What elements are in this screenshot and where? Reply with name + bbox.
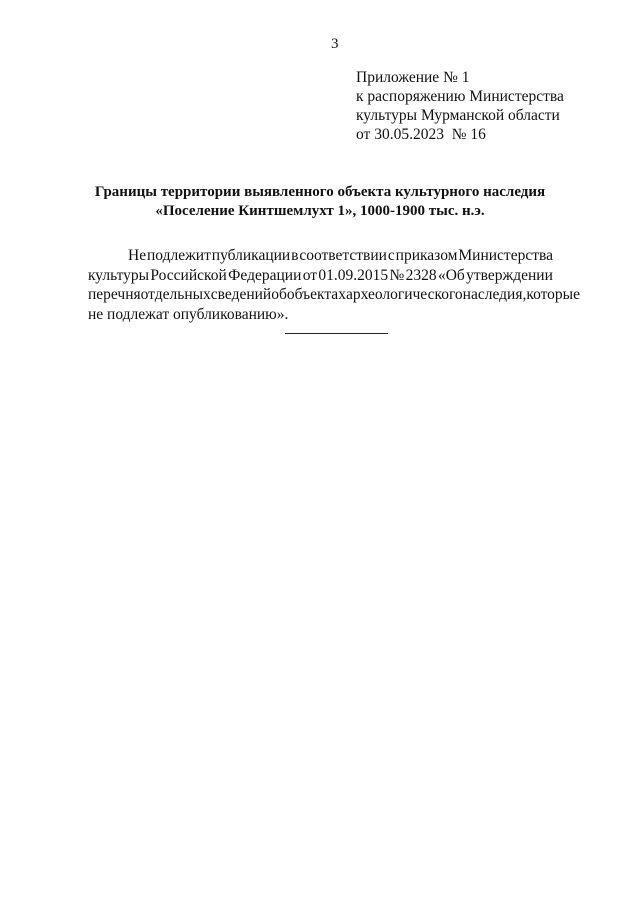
word: объектах — [286, 286, 346, 303]
document-title — [60, 183, 580, 221]
word: 01.09.2015 — [318, 266, 389, 284]
word: Российской — [150, 266, 227, 284]
word: «Об — [437, 266, 465, 284]
body-line: не подлежат опубликованию». — [88, 305, 289, 323]
appendix-line: Приложение № 1 — [356, 69, 470, 86]
word: Федерации — [228, 266, 302, 284]
word: об — [271, 286, 287, 303]
separator-line — [285, 333, 388, 334]
word: отдельных — [140, 286, 211, 303]
body-paragraph — [88, 246, 580, 324]
body-line — [88, 246, 553, 266]
word: приказом — [395, 247, 458, 264]
body-line — [88, 266, 553, 286]
word: подлежит — [146, 247, 211, 264]
title-line: «Поселение Кинтшемлухт 1», 1000-1900 тыс. н.э. — [155, 203, 485, 219]
word: 2328 — [405, 266, 437, 284]
body-line — [88, 285, 580, 305]
appendix-line: культуры Мурманской области — [356, 107, 560, 124]
word: от — [302, 266, 318, 284]
word: наследия, — [462, 286, 527, 303]
word: археологического — [345, 286, 463, 303]
word: которые — [526, 286, 580, 303]
word: утверждении — [466, 266, 553, 284]
word: с — [387, 247, 395, 264]
word: Министерства — [458, 247, 553, 264]
title-line: Границы территории выявленного объекта культурного наследия — [94, 184, 546, 200]
word: Не — [128, 247, 147, 264]
appendix-line: к распоряжению Министерства — [356, 88, 564, 105]
word: перечня — [88, 286, 141, 303]
word: соответствии — [299, 247, 387, 264]
appendix-line: от 30.05.2023 № 16 — [356, 126, 486, 143]
word: сведений — [210, 286, 272, 303]
word: в — [291, 247, 299, 264]
word: культуры — [88, 266, 150, 284]
appendix-header — [356, 68, 564, 144]
word: № — [389, 266, 405, 284]
page-number: 3 — [331, 36, 339, 52]
word: публикации — [211, 247, 291, 264]
